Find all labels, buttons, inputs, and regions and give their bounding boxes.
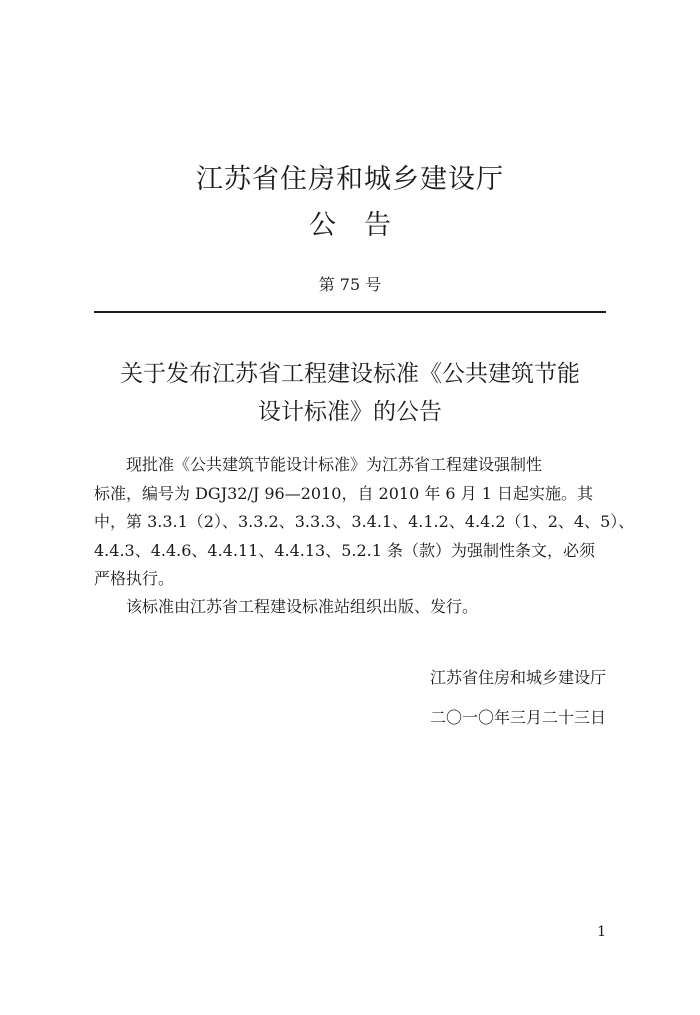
body-paragraph-2 xyxy=(94,593,616,622)
body-line: 4.4.3、4.4.6、4.4.11、4.4.13、5.2.1 条（款）为强制性条文，必须 xyxy=(94,540,596,560)
headline-line-2: 设计标准》的公告 xyxy=(258,399,442,425)
body-paragraph-1 xyxy=(94,451,635,594)
page-number: 1 xyxy=(597,924,606,940)
signature-organization: 江苏省住房和城乡建设厅 xyxy=(429,668,606,687)
body-line: 严格执行。 xyxy=(94,569,175,588)
body-line: 标准，编号为 DGJ32/J 96—2010，自 2010 年 6 月 1 日起实施。其 xyxy=(94,483,594,503)
headline-line-1: 关于发布江苏省工程建设标准《公共建筑节能 xyxy=(120,361,580,387)
header-divider xyxy=(94,311,606,313)
body-line: 中，第 3.3.1（2）、3.3.2、3.3.3、3.4.1、4.1.2、4.4.2（1、2、4、5）、 xyxy=(94,512,635,531)
body-line: 该标准由江苏省工程建设标准站组织出版、发行。 xyxy=(126,597,479,616)
document-number: 第 75 号 xyxy=(318,275,382,294)
notice-label: 公告 xyxy=(309,210,419,241)
signature-date: 二〇一〇年三月二十三日 xyxy=(429,708,606,727)
department-title: 江苏省住房和城乡建设厅 xyxy=(196,164,504,195)
body-line: 现批准《公共建筑节能设计标准》为江苏省工程建设强制性 xyxy=(126,455,543,474)
